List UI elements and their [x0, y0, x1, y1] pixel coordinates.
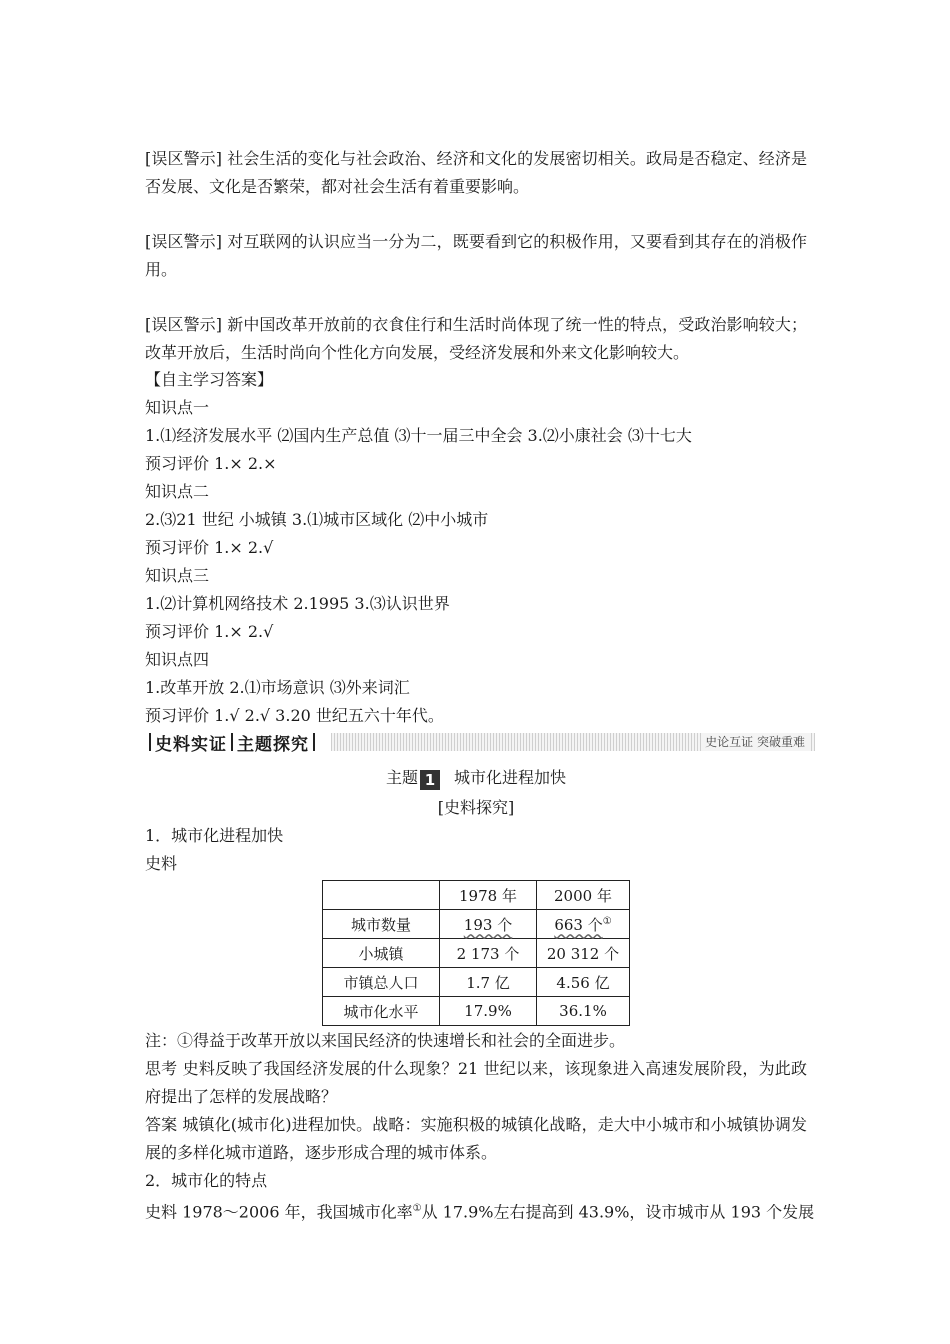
data-table: [322, 880, 630, 1026]
topic-prefix: 主题: [385, 768, 418, 787]
item2-text: [145, 1195, 814, 1223]
item1-heading: 1．城市化进程加快: [145, 826, 284, 845]
table-row: [323, 910, 630, 939]
footnote-mark: ①: [602, 915, 612, 927]
topic-number-badge: 1: [420, 770, 440, 790]
answer-line: 预习评价 1.× 2.√: [145, 622, 274, 641]
banner-divider: [149, 733, 151, 751]
footnote-mark: ①: [412, 1203, 422, 1214]
table-cell: 市镇总人口: [323, 968, 440, 997]
answer-line: 1.改革开放 2.⑴市场意识 ⑶外来词汇: [145, 678, 410, 697]
banner-label-b: 主题探究: [237, 734, 309, 755]
table-cell: 2 173 个: [440, 939, 537, 968]
answer-line: 2.⑶21 世纪 小城镇 3.⑴城市区域化 ⑵中小城市: [145, 510, 489, 529]
section-banner-title: [145, 731, 319, 753]
table-cell: 4.56 亿: [537, 968, 630, 997]
topic-name: 城市化进程加快: [454, 768, 567, 787]
table-note: 注：①得益于改革开放以来国民经济的快速增长和社会的全面进步。: [145, 1031, 626, 1050]
item1-label: 史料: [145, 854, 178, 873]
answer-line: 预习评价 1.× 2.√: [145, 538, 274, 557]
table-cell: 17.9%: [440, 997, 537, 1026]
answer-line: 知识点一: [145, 398, 210, 417]
table-cell: 1978 年: [440, 881, 537, 910]
topic-title: [145, 764, 807, 792]
answers-heading: 【自主学习答案】: [145, 370, 274, 389]
table-cell: 20 312 个: [537, 939, 630, 968]
table-header-row: [323, 881, 630, 910]
table-cell: 小城镇: [323, 939, 440, 968]
table-cell-text: 663 个: [554, 915, 603, 934]
table-cell: [323, 881, 440, 910]
warning-paragraph-1: [误区警示] 社会生活的变化与社会政治、经济和文化的发展密切相关。政局是否稳定、经济是否发展、文化是否繁荣，都对社会生活有着重要影响。: [145, 149, 807, 196]
answer-line: 知识点四: [145, 650, 210, 669]
answer-line: 预习评价 1.× 2.×: [145, 454, 277, 473]
table-cell: [537, 910, 630, 939]
section-banner: [145, 731, 815, 753]
banner-divider: [313, 733, 315, 751]
table-row: [323, 968, 630, 997]
banner-label-a: 史料实证: [155, 734, 227, 755]
topic-subtitle: [史料探究]: [437, 798, 515, 817]
answer-line: 1.⑵计算机网络技术 2.1995 3.⑶认识世界: [145, 594, 450, 613]
table-cell: [440, 910, 537, 939]
think-paragraph: 思考 史料反映了我国经济发展的什么现象？21 世纪以来，该现象进入高速发展阶段，为此政府提出了怎样的发展战略？: [145, 1059, 807, 1106]
table-cell: 城市化水平: [323, 997, 440, 1026]
answer-line: 1.⑴经济发展水平 ⑵国内生产总值 ⑶十一届三中全会 3.⑵小康社会 ⑶十七大: [145, 426, 692, 445]
warning-paragraph-3: [误区警示] 新中国改革开放前的衣食住行和生活时尚体现了统一性的特点，受政治影响较大；改革开放后，生活时尚向个性化方向发展，受经济发展和外来文化影响较大。: [145, 315, 807, 362]
warning-paragraph-2: [误区警示] 对互联网的认识应当一分为二，既要看到它的积极作用，又要看到其存在的消极作用。: [145, 232, 807, 279]
answer-line: 知识点二: [145, 482, 210, 501]
answer-paragraph: 答案 城镇化(城市化)进程加快。战略：实施积极的城镇化战略，走大中小城市和小城镇协调发展的多样化城市道路，逐步形成合理的城市体系。: [145, 1115, 807, 1162]
item2-text-b: 从 17.9%左右提高到 43.9%，设市城市从 193 个发展: [421, 1202, 815, 1222]
banner-right-label: 史论互证 突破重难: [701, 733, 809, 751]
item2-text-a: 史料 1978～2006 年，我国城市化率: [145, 1202, 413, 1222]
table-row: [323, 997, 630, 1026]
table-row: [323, 939, 630, 968]
table-cell: 1.7 亿: [440, 968, 537, 997]
table-cell: 36.1%: [537, 997, 630, 1026]
banner-divider: [231, 733, 233, 751]
answer-line: 知识点三: [145, 566, 210, 585]
table-cell: 城市数量: [323, 910, 440, 939]
item2-heading: 2．城市化的特点: [145, 1171, 268, 1190]
table-cell: 2000 年: [537, 881, 630, 910]
answer-line: 预习评价 1.√ 2.√ 3.20 世纪五六十年代。: [145, 706, 444, 725]
table-cell-text: 193 个: [463, 915, 513, 934]
